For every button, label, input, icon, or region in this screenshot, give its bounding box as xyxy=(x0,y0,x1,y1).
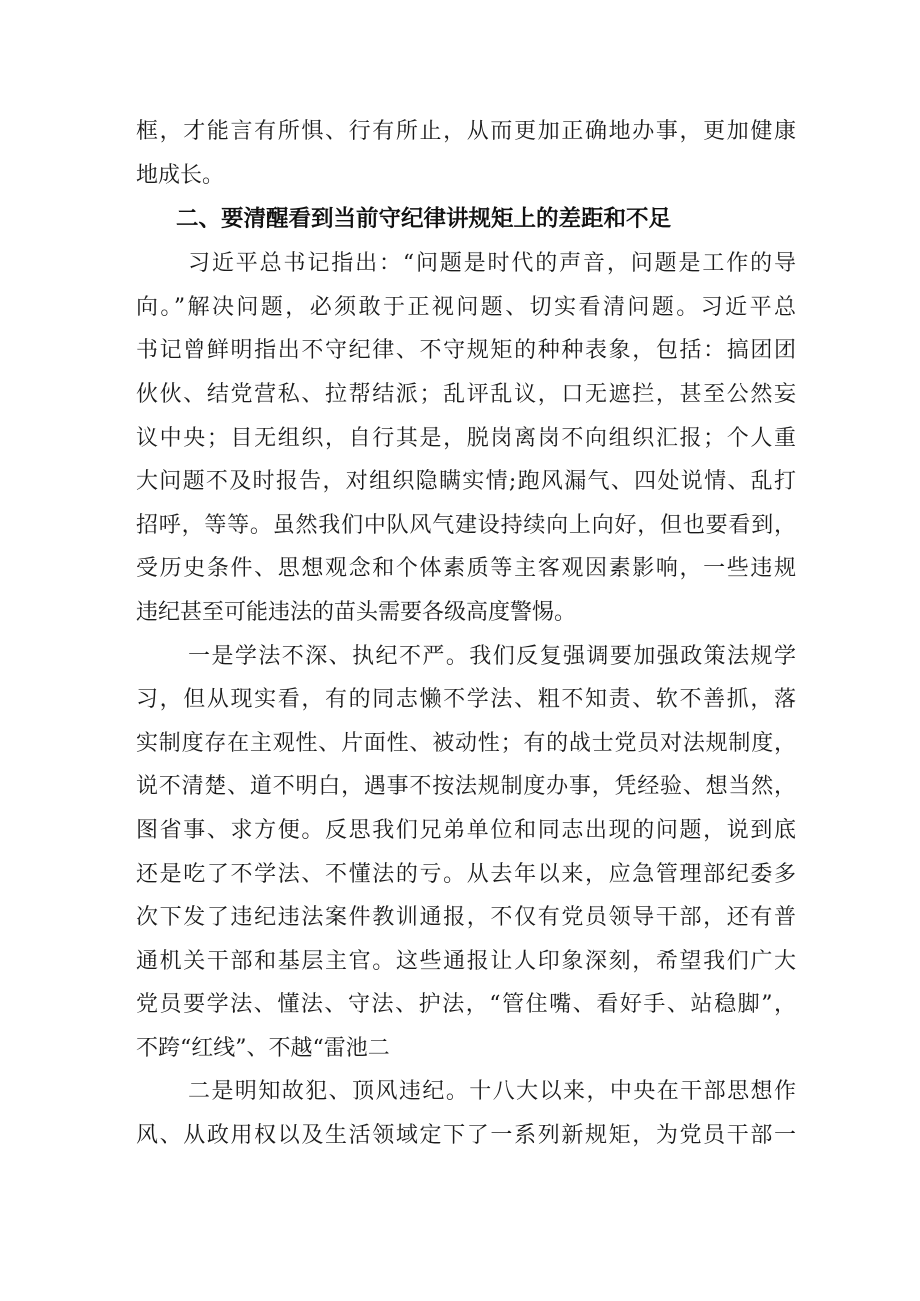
text-line: 框，才能言有所惧、行有所止，从而更加正确地办事，更加健康 xyxy=(136,119,796,144)
text-line: 说不清楚、道不明白，遇事不按法规制度办事，凭经验、想当然， xyxy=(136,774,796,800)
text-line: 党员要学法、懂法、守法、护法，“管住嘴、看好手、站稳脚”， xyxy=(136,992,796,1018)
text-line: 议中央；目无组织，自行其是，脱岗离岗不向组织汇报；个人重 xyxy=(136,425,796,451)
paragraph-point-two xyxy=(136,1070,796,1157)
text-line: 还是吃了不学法、不懂法的亏。从去年以来，应急管理部纪委多 xyxy=(136,861,796,887)
text-line: 地成长。 xyxy=(136,162,225,188)
text-line: 违纪甚至可能违法的苗头需要各级高度警惕。 xyxy=(136,599,577,625)
text-line: 大问题不及时报告，对组织隐瞒实情;跑风漏气、四处说情、乱打 xyxy=(136,469,796,495)
text-line: 受历史条件、思想观念和个体素质等主客观因素影响，一些违规 xyxy=(136,556,796,582)
text-line: 风、从政用权以及生活领域定下了一系列新规矩，为党员干部一 xyxy=(136,1123,796,1149)
continuation-paragraph xyxy=(136,110,796,197)
text-line: 习，但从现实看，有的同志懒不学法、粗不知责、软不善抓，落 xyxy=(136,687,796,713)
paragraph-quote xyxy=(136,242,796,634)
text-line: 不跨“红线”、不越“雷池二 xyxy=(136,1035,390,1061)
text-line: 二是明知故犯、顶风违纪。十八大以来，中央在干部思想作 xyxy=(188,1079,796,1105)
text-line: 习近平总书记指出：“问题是时代的声音，问题是工作的导 xyxy=(188,251,796,277)
text-line: 实制度存在主观性、片面性、被动性；有的战士党员对法规制度， xyxy=(136,730,796,756)
text-line: 图省事、求方便。反思我们兄弟单位和同志出现的问题，说到底 xyxy=(136,817,796,843)
text-line: 招呼，等等。虽然我们中队风气建设持续向上向好，但也要看到， xyxy=(136,512,796,538)
paragraph-point-one xyxy=(136,635,796,1071)
text-line: 一是学法不深、执纪不严。我们反复强调要加强政策法规学 xyxy=(188,643,796,669)
text-line: 次下发了违纪违法案件教训通报，不仅有党员领导干部，还有普 xyxy=(136,905,796,931)
text-line: 伙伙、结党营私、拉帮结派；乱评乱议，口无遮拦，甚至公然妄 xyxy=(136,381,796,407)
document-body xyxy=(136,110,796,1158)
text-line: 书记曾鲜明指出不守纪律、不守规矩的种种表象，包括：搞团团 xyxy=(136,338,796,364)
text-line: 向。”解决问题，必须敢于正视问题、切实看清问题。习近平总 xyxy=(136,294,796,320)
section-heading: 二、要清醒看到当前守纪律讲规矩上的差距和不足 xyxy=(176,206,672,233)
text-line: 通机关干部和基层主官。这些通报让人印象深刻，希望我们广大 xyxy=(136,948,796,974)
